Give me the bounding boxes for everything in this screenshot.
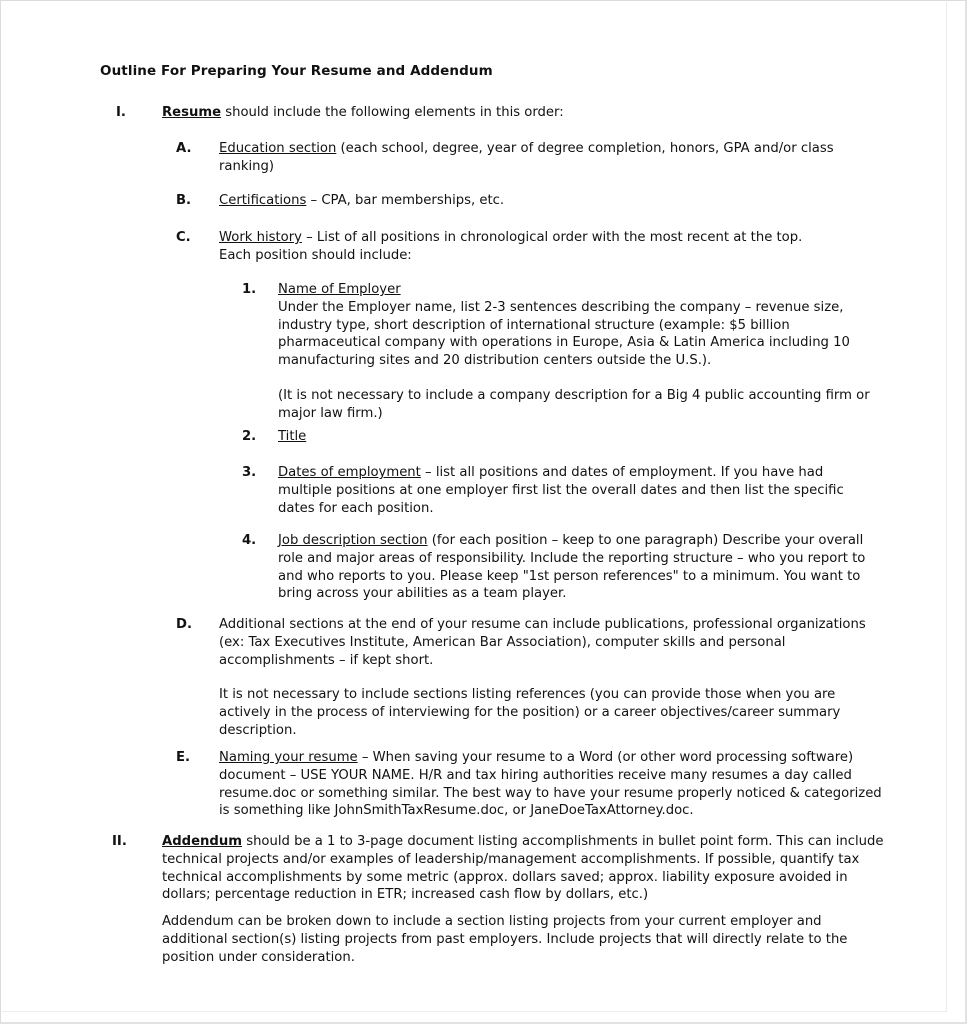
term-dates-of-employment: Dates of employment [278,465,421,480]
paragraph-references-note: It is not necessary to include sections listing references (you can provide those when you are actively in the process of interviewing for the position) or a career objectives/career summary description. [219,687,841,738]
term-education-section: Education section [219,141,337,156]
term-work-history: Work history [219,230,302,245]
text-work-history: – List of all positions in chronological order with the most recent at the top. Each position should include: [219,230,803,263]
list-item-naming-your-resume [219,749,884,820]
section-term-resume: Resume [162,105,222,120]
term-title: Title [278,429,307,444]
text-dates-of-employment: – list all positions and dates of employment. If you have had multiple positions at one employer first list the overall dates and then list the specific dates for each position. [278,465,844,516]
page-title: Outline For Preparing Your Resume and Addendum [100,63,493,79]
list-marker-d: D. [176,617,192,632]
list-item-additional-sections [219,616,881,740]
list-marker-b: B. [176,193,192,208]
section-marker-i: I. [116,105,126,120]
term-name-of-employer: Name of Employer [278,282,401,297]
text-education-section: (each school, degree, year of degree completion, honors, GPA and/or class ranking) [219,141,834,174]
paragraph-additional-sections: Additional sections at the end of your resume can include publications, professional organizations (ex: Tax Executives Institute, American Bar Association), computer skills and personal accomplishments – if kept short. [219,617,866,668]
section-heading-resume [162,104,882,122]
text-certifications: – CPA, bar memberships, etc. [306,193,505,208]
sublist-marker-3: 3. [242,465,257,480]
sublist-item-name-of-employer [278,281,878,423]
term-naming-your-resume: Naming your resume [219,750,358,765]
section-term-addendum: Addendum [162,834,242,849]
paragraph-employer-exception: (It is not necessary to include a company description for a Big 4 public accounting firm or major law firm.) [278,387,870,421]
list-item-certifications [219,192,879,210]
section-heading-addendum [162,833,885,904]
paragraph-addendum-breakdown: Addendum can be broken down to include a section listing projects from your current employer and additional section(s) listing projects from past employers. Include projects that will directly relate to the position under consideration. [162,914,848,965]
section-marker-ii: II. [112,834,127,849]
list-item-work-history [219,229,819,265]
list-item-education [219,140,879,176]
list-marker-c: C. [176,230,191,245]
section-heading-addendum-rest: should be a 1 to 3-page document listing accomplishments in bullet point form. This can include technical projects and/or examples of leadership/management accomplishments. If possible, quantify tax technical accomplishments by some metric (approx. dollars saved; approx. liability exposure avoided in dollars; percentage reduction in ETR; increased cash flow by dollars, etc.) [162,834,884,903]
text-naming-your-resume: – When saving your resume to a Word (or other word processing software) document – USE YOUR NAME. H/R and tax hiring authorities receive many resumes a day called resume.doc or something similar. The best way to have your resume properly noticed & categorized is something like JohnSmithTaxResume.doc, or JaneDoeTaxAttorney.doc. [219,750,882,819]
list-marker-e: E. [176,750,191,765]
sublist-marker-1: 1. [242,282,257,297]
document-sheet [1,1,946,1011]
text-job-description-section: (for each position – keep to one paragraph) Describe your overall role and major areas of responsibility. Include the reporting structure – who you report to and who reports to you. Please keep "1st person references" to a minimum. You want to bring across your abilities as a team player. [278,533,866,602]
sublist-marker-4: 4. [242,533,257,548]
term-job-description-section: Job description section [278,533,428,548]
section-heading-rest: should include the following elements in this order: [221,105,564,120]
paragraph-employer-description: Under the Employer name, list 2-3 sentences describing the company – revenue size, industry type, short description of international structure (example: $5 billion pharmaceutical company with operations in Europe, Asia & Latin America including 10 manufacturing sites and 20 distribution centers outside the U.S.). [278,299,850,369]
sublist-item-job-description [278,532,888,603]
term-certifications: Certifications [219,193,307,208]
sublist-item-dates-of-employment [278,464,878,517]
sublist-item-title [278,428,878,446]
sublist-marker-2: 2. [242,429,257,444]
list-marker-a: A. [176,141,192,156]
